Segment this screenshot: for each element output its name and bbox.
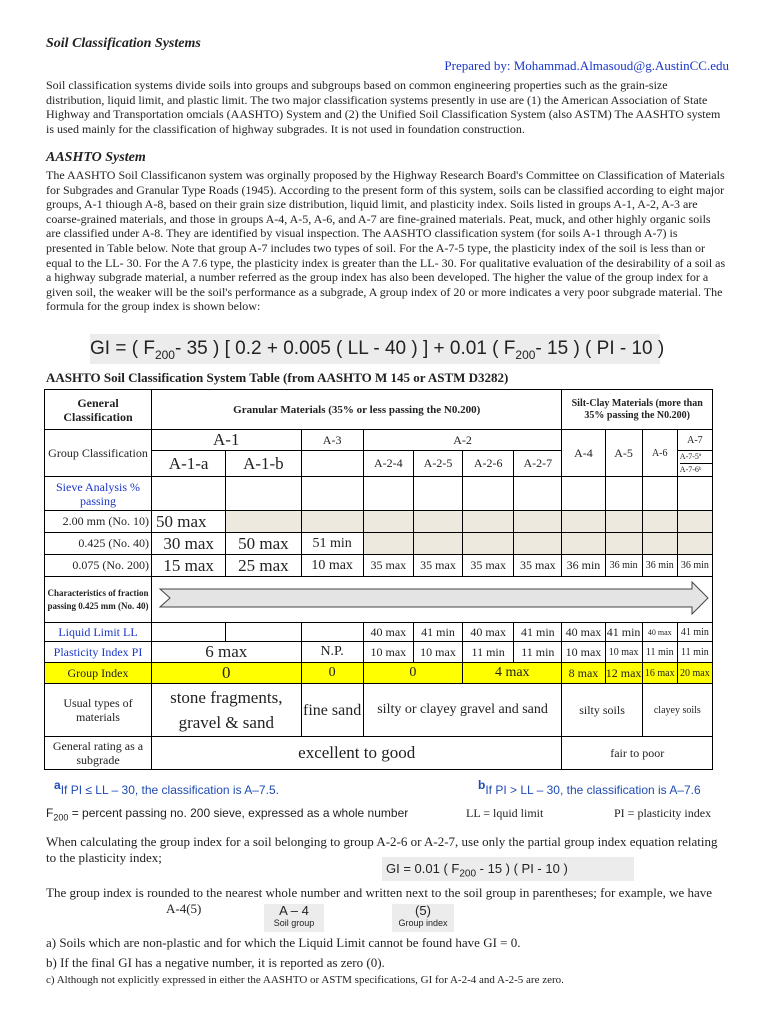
group-classification-label: Group Classification: [45, 430, 152, 477]
blank: [514, 477, 562, 511]
group-index-box: [392, 904, 454, 932]
pi-a25: 10 max: [413, 642, 462, 663]
no200-a24: 35 max: [363, 555, 413, 577]
note-item-b: b) If the final GI has a negative number, it is reported as zero (0).: [46, 955, 385, 970]
f200-definition: [46, 806, 408, 822]
shaded-cell: [677, 533, 712, 555]
formula-part: - 15 ) ( PI - 10 ): [535, 338, 665, 359]
sieve-no10-label: 2.00 mm (No. 10): [45, 511, 152, 533]
ll-a7: 41 min: [677, 623, 712, 642]
group-a2: A-2: [363, 430, 562, 451]
doc-title: Soil Classification Systems: [46, 36, 201, 51]
aashto-classification-table: [44, 389, 713, 770]
shaded-cell: [413, 533, 462, 555]
sieve-no200-label: 0.075 (No. 200): [45, 555, 152, 577]
gi-a4: 8 max: [562, 663, 605, 684]
group-a75: A-7-5ª: [679, 452, 702, 461]
no200-a5: 36 min: [605, 555, 642, 577]
no200-a4: 36 min: [562, 555, 605, 577]
granular-materials-header: Granular Materials (35% or less passing the N0.200): [152, 390, 562, 430]
group-a1: A-1: [152, 430, 302, 451]
table-title: AASHTO Soil Classification System Table (from AASHTO M 145 or ASTM D3282): [46, 370, 509, 385]
footnote-a-mark: a: [54, 778, 61, 792]
pi-a7: 11 min: [677, 642, 712, 663]
no200-a1b: 25 max: [226, 555, 301, 577]
note-item-c: c) Although not explicitly expressed in either the AASHTO or ASTM specifications, GI for A-2-4 and A-2-5 are zero.: [46, 974, 564, 986]
blank: [677, 477, 712, 511]
group-index-formula: [90, 334, 665, 364]
example-label: A-4(5): [166, 901, 202, 916]
group-index-label: Group Index: [45, 663, 152, 684]
usual-a2: silty or clayey gravel and sand: [363, 684, 562, 737]
usual-materials-label: Usual types of materials: [45, 684, 152, 737]
shaded-cell: [642, 511, 677, 533]
shaded-cell: [514, 511, 562, 533]
no200-a25: 35 max: [413, 555, 462, 577]
ll-a5: 41 min: [605, 623, 642, 642]
arrow-cell: [152, 577, 713, 623]
group-a7-subtypes: [677, 451, 712, 477]
general-rating-label: General rating as a subgrade: [45, 737, 152, 770]
group-a25: A-2-5: [413, 451, 462, 477]
blank: [413, 477, 462, 511]
gi-a7: 20 max: [677, 663, 712, 684]
no10-a1a: 50 max: [152, 511, 226, 533]
group-a1b: A-1-b: [226, 451, 301, 477]
liquid-limit-label: Liquid Limit LL: [45, 623, 152, 642]
formula-part: - 35 ) [ 0.2 + 0.005 ( LL - 40 ) ] + 0.01 ( F: [174, 338, 516, 359]
silt-clay-header: Silt-Clay Materials (more than 35% passing the N0.200): [562, 390, 713, 430]
blank: [605, 477, 642, 511]
formula-part: GI = ( F: [90, 338, 155, 359]
gi-a1: 0: [152, 663, 302, 684]
no40-a1a: 30 max: [152, 533, 226, 555]
blank: [562, 477, 605, 511]
formula-sub: 200: [515, 347, 536, 362]
pi-a27: 11 min: [514, 642, 562, 663]
plasticity-index-label: Plasticity Index PI: [45, 642, 152, 663]
ll-a27: 41 min: [514, 623, 562, 642]
ll-definition: LL = lquid limit: [466, 806, 544, 820]
footnote-a: [54, 778, 279, 797]
partial-gi-paragraph: When calculating the group index for a soil belonging to group A-2-6 or A-2-7, use only the partial group index equation relating to the plasticity index;: [46, 834, 718, 865]
shaded-cell: [562, 511, 605, 533]
ll-a6: 40 max: [642, 623, 677, 642]
footnote-b: [478, 778, 701, 797]
no40-a3: 51 min: [301, 533, 363, 555]
blank: [301, 477, 363, 511]
pi-a3: N.P.: [301, 642, 363, 663]
gi-a5: 12 max: [605, 663, 642, 684]
shaded-cell: [363, 511, 413, 533]
pi-a26: 11 min: [463, 642, 514, 663]
no40-a1b: 50 max: [226, 533, 301, 555]
group-index-value: (5): [415, 903, 431, 918]
formula-part: GI = 0.01 ( F: [386, 861, 460, 876]
blank: [301, 623, 363, 642]
no200-a27: 35 max: [514, 555, 562, 577]
rating-granular: excellent to good: [152, 737, 562, 770]
no200-a26: 35 max: [463, 555, 514, 577]
aashto-paragraph: The AASHTO Soil Classificanon system was orginally proposed by the Highway Research Board's Committee on Classification of Materials for Subgrades and Granular Type Roads (1945). According to the present form of this system, soils can be classified according to eight major groups, A-1 thiough A-8, based on their grain size distribution, liquid limit, and plasticity index. Soils listed in groups A-1, A-2, A-3 are coarse-grained materials, and those in groups A-4, A-5, A-6, and A-7 are fine-grained materials. Peat, muck, and other highly organic soils are classified under A-8. They are identified by visual inspection. The AASHTO classification system (for soils A-1 through A-7) is presented in Table below. Note that group A-7 includes two types of soil. For the A-7-5 type, the plasticity index of the soil is less than or equal to the LL- 30. For the A 7.6 type, the plasticity index is greater than the LL- 30. For qualitative evaluation of the desirability of a soil as a highway subgrade material, a number referred as the group index has also been developed. The higher the value of the group index for a given soil, the weaker will be the soil's performance as a subgrade, A group index of 20 or more indicates a very poor subgrade material. The formula for the group index is shown below:: [46, 168, 726, 314]
group-a26: A-2-6: [463, 451, 514, 477]
no200-a6: 36 min: [642, 555, 677, 577]
gi-a3: 0: [301, 663, 363, 684]
rounding-paragraph: The group index is rounded to the nearest whole number and written next to the soil group in parentheses; for example, we have: [46, 885, 713, 900]
ll-a25: 41 min: [413, 623, 462, 642]
right-arrow-icon: [152, 578, 712, 618]
group-a24: A-2-4: [363, 451, 413, 477]
group-a3: A-3: [301, 430, 363, 451]
blank: [226, 623, 301, 642]
ll-a4: 40 max: [562, 623, 605, 642]
group-a7: A-7: [677, 430, 712, 451]
gi-a6: 16 max: [642, 663, 677, 684]
f200-symbol: F: [46, 806, 54, 820]
ll-a26: 40 max: [463, 623, 514, 642]
shaded-cell: [363, 533, 413, 555]
pi-a4: 10 max: [562, 642, 605, 663]
blank: [152, 623, 226, 642]
no200-a3: 10 max: [301, 555, 363, 577]
pi-a1: 6 max: [152, 642, 302, 663]
note-item-a: a) Soils which are non-plastic and for which the Liquid Limit cannot be found have GI = 0.: [46, 935, 521, 950]
blank: [152, 477, 226, 511]
shaded-cell: [514, 533, 562, 555]
footnote-a-text: If PI ≤ LL – 30, the classification is A–7.5.: [60, 783, 279, 797]
f200-text: = percent passing no. 200 sieve, expressed as a whole number: [68, 806, 409, 820]
group-a6: A-6: [642, 430, 677, 477]
group-a76: A-7-6ᵇ: [680, 463, 712, 476]
sieve-no40-label: 0.425 (No. 40): [45, 533, 152, 555]
shaded-cell: [413, 511, 462, 533]
sieve-analysis-label: Sieve Analysis % passing: [45, 477, 152, 511]
shaded-cell: [605, 511, 642, 533]
footnote-b-mark: b: [478, 778, 486, 792]
blank: [463, 477, 514, 511]
aashto-heading: AASHTO System: [46, 150, 146, 165]
footnote-b-text: If PI > LL – 30, the classification is A–7.6: [485, 783, 701, 797]
shaded-cell: [463, 533, 514, 555]
no200-a1a: 15 max: [152, 555, 226, 577]
shaded-cell: [463, 511, 514, 533]
f200-subscript: 200: [53, 812, 69, 823]
partial-gi-formula: [382, 857, 634, 881]
pi-definition: PI = plasticity index: [614, 806, 712, 820]
rating-silt-clay: fair to poor: [562, 737, 713, 770]
group-index-caption: Group index: [398, 918, 448, 928]
formula-sub: 200: [154, 347, 175, 362]
soil-group-box: [264, 904, 324, 932]
soil-group-value: A – 4: [279, 903, 309, 918]
shaded-cell: [605, 533, 642, 555]
ll-a24: 40 max: [363, 623, 413, 642]
pi-a5: 10 max: [605, 642, 642, 663]
shaded-cell: [301, 511, 363, 533]
intro-paragraph: Soil classification systems divide soils into groups and subgroups based on common engineering properties such as the grain-size distribution, liquid limit, and plastic limit. The two major classification systems presently in use are (1) the American Association of State Highway and Transportation omcials (AASHTO) System and (2) the Unified Soil Classification System (also ASTM) The AASHTO system is used mainly for the classification of highway subgrades. It is not used in foundation construction.: [46, 78, 721, 136]
group-a3-blank: [301, 451, 363, 477]
shaded-cell: [677, 511, 712, 533]
soil-group-caption: Soil group: [273, 918, 315, 928]
general-classification-header: General Classification: [45, 390, 152, 430]
usual-a1: stone fragments, gravel & sand: [152, 684, 302, 737]
group-a4: A-4: [562, 430, 605, 477]
usual-a6-a7: clayey soils: [642, 684, 712, 737]
shaded-cell: [226, 511, 301, 533]
gi-a26-a27: 4 max: [463, 663, 562, 684]
usual-a3: fine sand: [301, 684, 363, 737]
author-link[interactable]: Prepared by: Mohammad.Almasoud@g.AustinCC.edu: [444, 58, 729, 73]
group-a1a: A-1-a: [152, 451, 226, 477]
shaded-cell: [562, 533, 605, 555]
formula-part: - 15 ) ( PI - 10 ): [476, 861, 568, 876]
blank: [226, 477, 301, 511]
blank: [363, 477, 413, 511]
group-a27: A-2-7: [514, 451, 562, 477]
group-a5: A-5: [605, 430, 642, 477]
gi-a24-a25: 0: [363, 663, 462, 684]
no200-a7: 36 min: [677, 555, 712, 577]
pi-a6: 11 min: [642, 642, 677, 663]
pi-a24: 10 max: [363, 642, 413, 663]
usual-a4-a5: silty soils: [562, 684, 642, 737]
blank: [642, 477, 677, 511]
shaded-cell: [642, 533, 677, 555]
formula-sub: 200: [459, 868, 477, 880]
fraction-characteristics-label: Characteristics of fraction passing 0.425 mm (No. 40): [45, 577, 152, 623]
